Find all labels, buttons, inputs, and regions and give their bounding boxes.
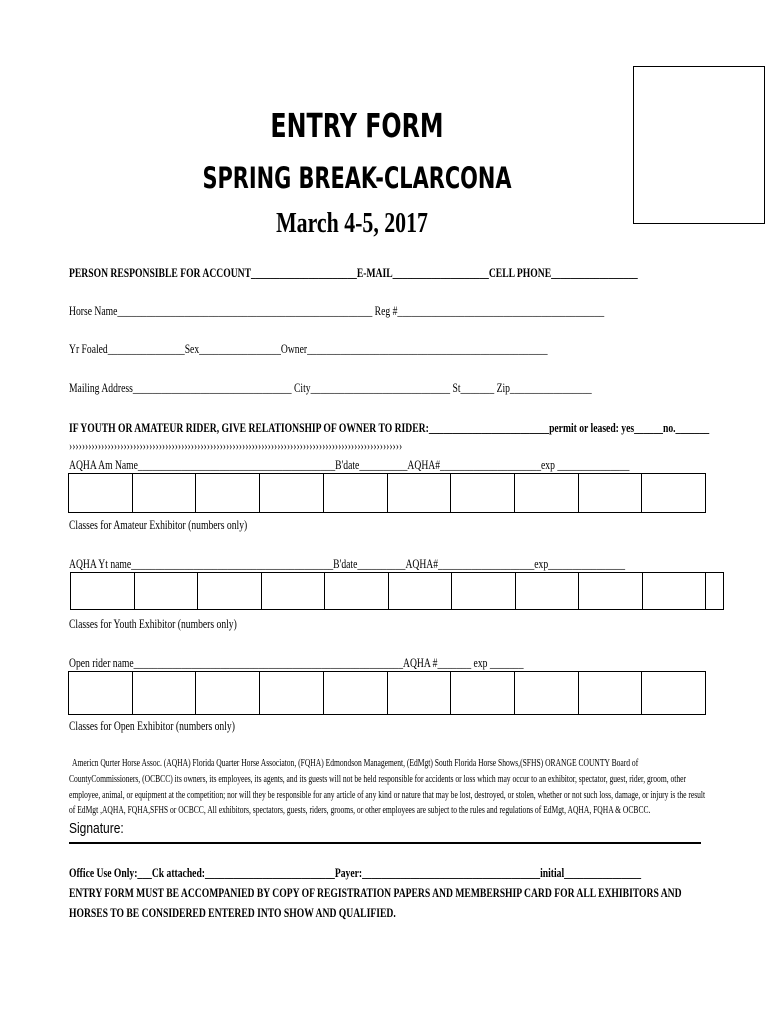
mailing-address-field[interactable]: Mailing Address_________________________________ City_____________________________ St_______ Zip_________________: [69, 380, 592, 395]
class-cell[interactable]: [260, 671, 324, 715]
open-rider-field[interactable]: Open rider name________________________________________________________AQHA #_______ exp _______: [69, 655, 524, 670]
class-cell[interactable]: [579, 473, 643, 513]
foaled-sex-owner-field[interactable]: Yr Foaled________________Sex_________________Owner__________________________________________________: [69, 341, 548, 356]
horse-name-field[interactable]: Horse Name_____________________________________________________ Reg #___________________________________________: [69, 303, 605, 318]
relationship-field[interactable]: IF YOUTH OR AMATEUR RIDER, GIVE RELATIONSHIP OF OWNER TO RIDER:_________________________permit or leased: yes______no._______: [69, 420, 710, 435]
event-name: SPRING BREAK-CLARCONA: [202, 161, 512, 195]
class-cell[interactable]: [262, 572, 326, 610]
account-contact-field[interactable]: PERSON RESPONSIBLE FOR ACCOUNT______________________E-MAIL____________________CELL PHONE__________________: [69, 265, 638, 280]
signature-label: Signature:: [69, 820, 124, 837]
class-cell[interactable]: [388, 671, 452, 715]
photo-box: [633, 66, 765, 224]
class-cell[interactable]: [324, 671, 388, 715]
class-cell[interactable]: [515, 473, 579, 513]
class-cell[interactable]: [135, 572, 199, 610]
class-cell[interactable]: [452, 572, 516, 610]
class-cell[interactable]: [388, 473, 452, 513]
class-cell[interactable]: [324, 473, 388, 513]
class-cell[interactable]: [389, 572, 453, 610]
office-use-field[interactable]: Office Use Only:___Ck attached:___________________________Payer:_____________________________________initial________________: [69, 865, 642, 880]
class-cell[interactable]: [133, 671, 197, 715]
youth-classes-grid[interactable]: [70, 572, 724, 610]
class-cell[interactable]: [516, 572, 580, 610]
class-cell[interactable]: [260, 473, 324, 513]
disclaimer-line: Americn Qurter Horse Assoc. (AQHA) Florida Quarter Horse Associaton, (FQHA) Edmondson Management, (EdMgt) South Florida Horse Shows,(SFHS) ORANGE COUNTY Board of: [72, 758, 639, 769]
disclaimer-line: employee, animal, or equipment at the competition; nor will they be responsible for any article of any kind or nature that may be lost, destroyed, or stolen, whether or not such loss, damage, or injury is the result: [69, 790, 706, 801]
class-cell[interactable]: [642, 671, 706, 715]
form-title: ENTRY FORM: [270, 106, 444, 145]
class-cell[interactable]: [451, 473, 515, 513]
aqha-am-field[interactable]: AQHA Am Name_________________________________________B'date__________AQHA#_____________________exp _______________: [69, 457, 630, 472]
arrows-divider: ››››››››››››››››››››››››››››››››››››››››››››››››››››››››››››››››››››››››››››››››››››››››››››››››››››››››: [69, 438, 403, 453]
class-cell[interactable]: [579, 572, 643, 610]
class-cell[interactable]: [515, 671, 579, 715]
requirements-notice: ENTRY FORM MUST BE ACCOMPANIED BY COPY OF REGISTRATION PAPERS AND MEMBERSHIP CARD FOR ALL EXHIBITORS AND: [69, 885, 682, 900]
class-cell[interactable]: [643, 572, 707, 610]
class-cell[interactable]: [196, 473, 260, 513]
open-classes-grid[interactable]: [68, 671, 706, 715]
class-cell[interactable]: [579, 671, 643, 715]
amateur-classes-grid[interactable]: [68, 473, 706, 513]
youth-classes-label: Classes for Youth Exhibitor (numbers only): [69, 616, 237, 631]
class-cell[interactable]: [196, 671, 260, 715]
class-cell[interactable]: [642, 473, 706, 513]
class-cell[interactable]: [706, 572, 724, 610]
requirements-notice: HORSES TO BE CONSIDERED ENTERED INTO SHOW AND QUALIFIED.: [69, 905, 396, 920]
class-cell[interactable]: [70, 572, 135, 610]
aqha-yt-field[interactable]: AQHA Yt name__________________________________________B'date__________AQHA#____________________exp________________: [69, 556, 626, 571]
class-cell[interactable]: [68, 473, 133, 513]
amateur-classes-label: Classes for Amateur Exhibitor (numbers only): [69, 517, 248, 532]
class-cell[interactable]: [198, 572, 262, 610]
event-dates: March 4-5, 2017: [276, 208, 428, 239]
disclaimer-line: CountyCommissioners, (OCBCC) its owners, its employees, its agents, and its guests will not be held responsible for accidents or loss which may occur to an exhibitor, spectator, guest, rider, groom, other: [69, 774, 687, 785]
class-cell[interactable]: [325, 572, 389, 610]
class-cell[interactable]: [133, 473, 197, 513]
signature-line[interactable]: [69, 842, 701, 844]
class-cell[interactable]: [451, 671, 515, 715]
open-classes-label: Classes for Open Exhibitor (numbers only): [69, 718, 235, 733]
disclaimer-line: of EdMgt ,AQHA, FQHA,SFHS or OCBCC, All exhibitors, spectators, guests, riders, grooms, or other employees are subject to the rules and regulations of EdMgt, AQHA, FQHA & OCBCC.: [69, 805, 651, 816]
class-cell[interactable]: [68, 671, 133, 715]
